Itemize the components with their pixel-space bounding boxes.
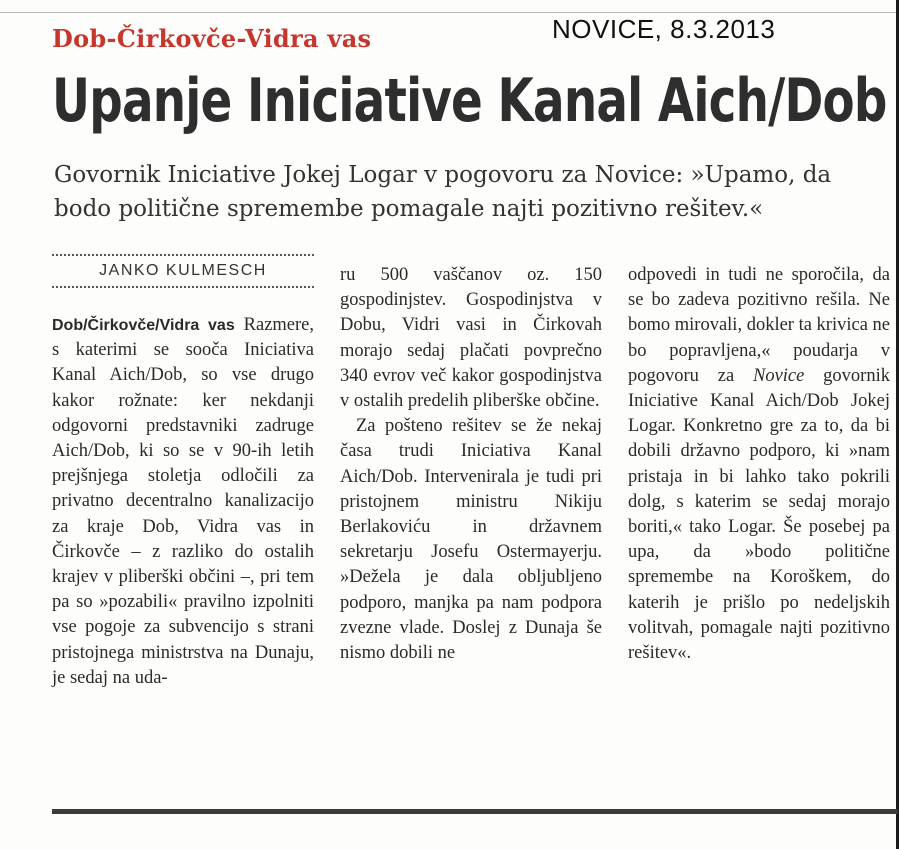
top-rule bbox=[0, 12, 899, 13]
col3-text-a: odpovedi in tudi ne sporočila, da se bo zadeva pozitivno rešila. Ne bomo mirovali, dokler ta krivica ne bo popravljena,« poudarja v pogovoru za bbox=[628, 265, 891, 386]
bottom-rule bbox=[52, 809, 898, 814]
section-kicker: Dob-Čirkovče-Vidra vas bbox=[52, 24, 372, 53]
col3-paragraph bbox=[628, 263, 890, 666]
article-column-1 bbox=[52, 313, 314, 691]
col2-paragraph-1: ru 500 vaščanov oz. 150 gospodinjstev. Gospodinjstva v Dobu, Vidri vasi in Čirkovah morajo sedaj plačati povprečno 340 evrov več kakor gospodinjstva v ostalih predelih pliberške občine. bbox=[340, 265, 602, 412]
article-column-2 bbox=[340, 263, 602, 666]
publication-dateline: NOVICE, 8.3.2013 bbox=[552, 14, 776, 44]
byline-dotted-rule-bottom bbox=[52, 286, 314, 288]
byline-block bbox=[52, 254, 314, 288]
col1-text: Razmere, s katerimi se sooča Iniciativa Kanal Aich/Dob, so vse drugo kakor rožnate: ker nekdanji odgovorni predstavniki zadruge Aich/Dob, ki so se v 90-ih letih prejšnjega stoletja odločili za privatno decentralno kanalizacijo za kraje Dob, Vidra vas in Čirkovče – z razliko do ostalih krajev v pliberški občini –, pri tem pa so »pozabili« pravilno izpolniti vse pogoje za subvencijo s strani pristojnega ministrstva na Dunaju, je sedaj na uda- bbox=[52, 315, 315, 688]
col2-paragraph-2: Za pošteno rešitev se že nekaj časa trudi Iniciativa Kanal Aich/Dob. Intervenirala je tudi pri pristojnem ministru Nikiju Berlakoviću in državnem sekretarju Josefu Ostermayerju. »Dežela je dala obljubljeno podporo, manjka pa nam podpora zvezne vlade. Doslej z Dunaja še nismo dobili ne bbox=[340, 416, 602, 664]
article-column-3 bbox=[628, 263, 890, 666]
lead-place: Dob/Čirkovče/Vidra vas bbox=[52, 317, 235, 334]
col3-italic-novice: Novice bbox=[752, 365, 805, 386]
paragraph-1 bbox=[52, 313, 314, 691]
author-byline: JANKO KULMESCH bbox=[99, 262, 267, 279]
article-subhead: Govornik Iniciative Jokej Logar v pogovoru za Novice: »Upamo, da bodo politične spremembe pomagale najti pozitivno rešitev.« bbox=[54, 162, 832, 222]
article-headline: Upanje Iniciative Kanal Aich/Dob bbox=[52, 66, 887, 136]
col3-text-b: govornik Iniciative Kanal Aich/Dob Jokej Logar. Konkretno gre za to, da bi dobili državno podporo, ki »nam pristaja in bi lahko tako pokrili dolg, s katerim se sedaj morajo boriti,« tako Logar. Še posebej pa upa, da »bodo politične spremembe na Koroškem, do katerih je prišlo po nedeljskih volitvah, pomagale najti pozitivno rešitev«. bbox=[628, 365, 890, 664]
